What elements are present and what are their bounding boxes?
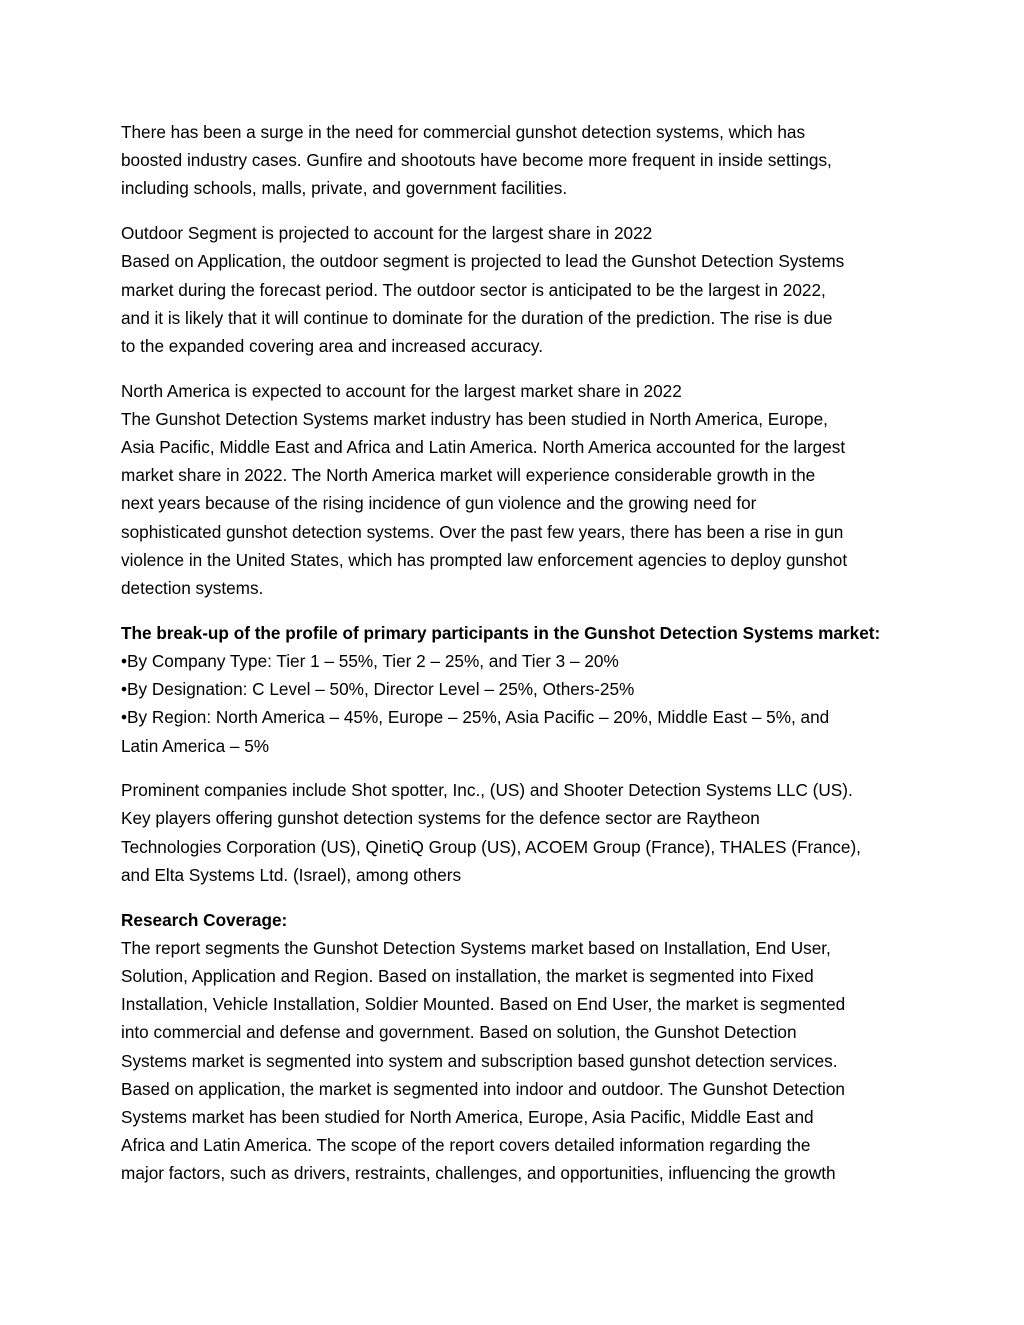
- text-line: market during the forecast period. The outdoor sector is anticipated to be the largest in 2022,: [121, 279, 826, 300]
- participants-heading: The break-up of the profile of primary participants in the Gunshot Detection Systems market:: [121, 622, 881, 643]
- text-line: Based on Application, the outdoor segment is projected to lead the Gunshot Detection Systems: [121, 251, 845, 272]
- section-subheading: Outdoor Segment is projected to account for the largest share in 2022: [121, 223, 653, 244]
- bullet-company-type: •By Company Type: Tier 1 – 55%, Tier 2 – 25%, and Tier 3 – 20%: [121, 650, 619, 671]
- text-line: Key players offering gunshot detection systems for the defence sector are Raytheon: [121, 808, 760, 829]
- paragraph-commercial-demand: [121, 118, 911, 203]
- text-line: Based on application, the market is segmented into indoor and outdoor. The Gunshot Detection: [121, 1078, 845, 1099]
- text-line: There has been a surge in the need for commercial gunshot detection systems, which has: [121, 122, 806, 142]
- text-line: Prominent companies include Shot spotter, Inc., (US) and Shooter Detection Systems LLC (US).: [121, 780, 853, 801]
- bullet-region-continued: Latin America – 5%: [121, 735, 270, 756]
- document-page: [121, 118, 911, 1204]
- text-line: Systems market has been studied for North America, Europe, Asia Pacific, Middle East and: [121, 1107, 814, 1127]
- text-line: to the expanded covering area and increased accuracy.: [121, 335, 543, 356]
- text-line: and it is likely that it will continue to dominate for the duration of the prediction. The rise is due: [121, 307, 833, 328]
- text-line: violence in the United States, which has prompted law enforcement agencies to deploy gunshot: [121, 549, 848, 570]
- paragraph-research-coverage: [121, 906, 911, 1188]
- text-line: Technologies Corporation (US), QinetiQ Group (US), ACOEM Group (France), THALES (France),: [121, 836, 861, 857]
- section-subheading: North America is expected to account for the largest market share in 2022: [121, 380, 682, 401]
- bullet-designation: •By Designation: C Level – 50%, Director Level – 25%, Others-25%: [121, 679, 635, 700]
- paragraph-outdoor-segment: [121, 219, 911, 360]
- paragraph-north-america: [121, 377, 911, 603]
- text-line: and Elta Systems Ltd. (Israel), among others: [121, 864, 462, 885]
- text-line: including schools, malls, private, and government facilities.: [121, 178, 568, 199]
- text-line: market share in 2022. The North America market will experience considerable growth in the: [121, 465, 816, 486]
- text-line: boosted industry cases. Gunfire and shootouts have become more frequent in inside settings,: [121, 150, 832, 171]
- text-line: Asia Pacific, Middle East and Africa and Latin America. North America accounted for the largest: [121, 437, 846, 458]
- bullet-region: •By Region: North America – 45%, Europe – 25%, Asia Pacific – 20%, Middle East – 5%, and: [121, 707, 830, 728]
- text-line: The Gunshot Detection Systems market industry has been studied in North America, Europe,: [121, 408, 828, 429]
- text-line: sophisticated gunshot detection systems. Over the past few years, there has been a rise in gun: [121, 521, 844, 542]
- text-line: Africa and Latin America. The scope of the report covers detailed information regarding the: [121, 1135, 811, 1156]
- text-line: Solution, Application and Region. Based on installation, the market is segmented into Fixed: [121, 965, 814, 986]
- text-line: major factors, such as drivers, restraints, challenges, and opportunities, influencing the growth: [121, 1163, 836, 1184]
- text-line: into commercial and defense and government. Based on solution, the Gunshot Detection: [121, 1022, 797, 1043]
- text-line: Systems market is segmented into system and subscription based gunshot detection services.: [121, 1050, 838, 1071]
- research-coverage-heading: Research Coverage:: [121, 909, 288, 930]
- paragraph-prominent-companies: [121, 776, 911, 889]
- text-line: detection systems.: [121, 578, 264, 599]
- paragraph-primary-participants: [121, 619, 911, 760]
- text-line: The report segments the Gunshot Detection Systems market based on Installation, End User,: [121, 937, 831, 958]
- text-line: Installation, Vehicle Installation, Soldier Mounted. Based on End User, the market is segmented: [121, 994, 846, 1015]
- text-line: next years because of the rising incidence of gun violence and the growing need for: [121, 493, 757, 514]
